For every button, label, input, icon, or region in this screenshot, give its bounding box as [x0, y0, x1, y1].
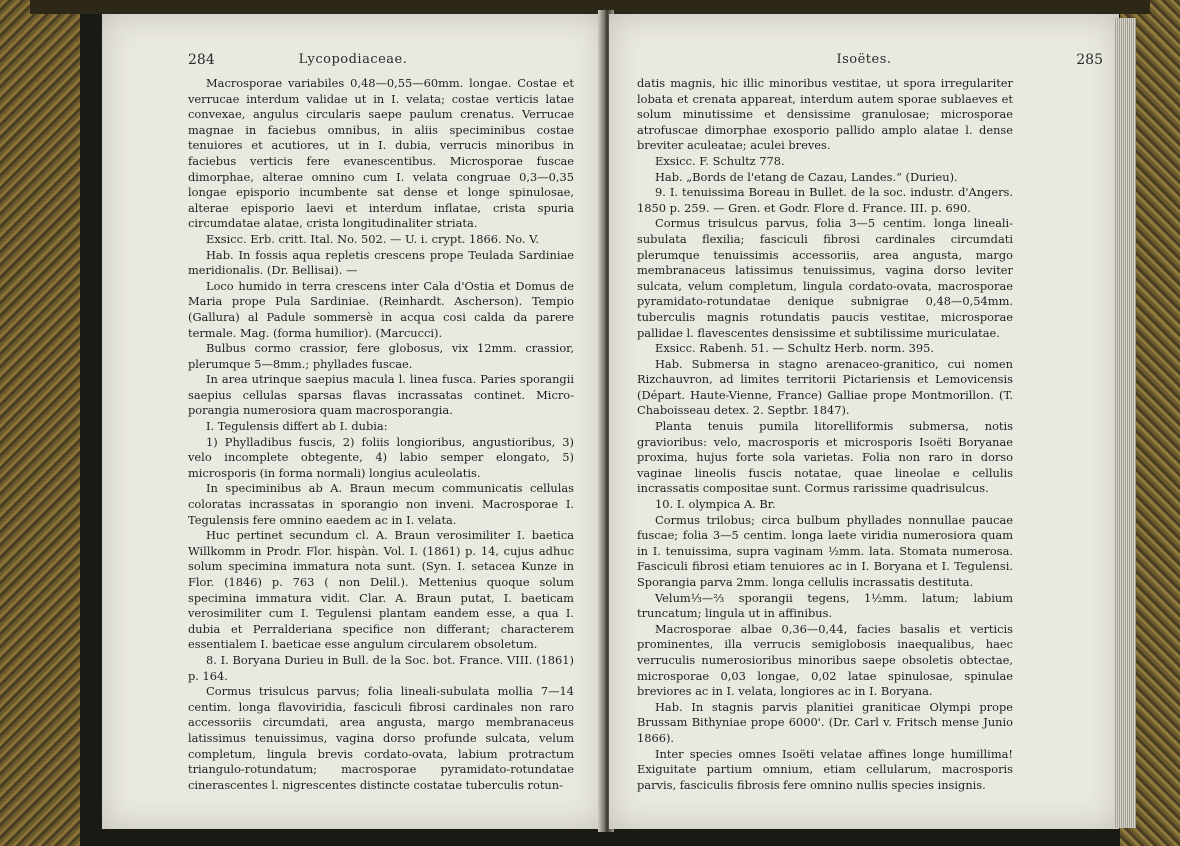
right-page-body	[637, 76, 1013, 793]
paragraph: Exsicc. Erb. critt. Ital. No. 502. — U. i. crypt. 1866. No. V.	[206, 231, 539, 246]
right-page	[609, 14, 1119, 829]
paragraph: Cormus trisulcus parvus; folia lineali-subulata mollia 7—14 centim. longa flavoviridia, fasciculi fibrosi cardinales non raro accessoriis circumdati, area angusta, margo membranaceus latissimus tenuissimus, vagina dorso profunde sulcata, velum completum, lingula brevis cordato-ovata, labium protractum triangulo-rotundatum; macrosporae pyramidato-rotundatae cinerascentes l. nigrescentes distincte costatae tuberculis rotun-	[188, 684, 574, 792]
left-page-body	[188, 76, 574, 793]
paragraph: Exsicc. F. Schultz 778.	[655, 153, 785, 168]
left-page	[102, 14, 604, 829]
book-cover-left	[0, 0, 80, 846]
right-page-number: 285	[1076, 52, 1103, 68]
paragraph: 1) Phylladibus fuscis, 2) foliis longioribus, angustioribus, 3) velo incomplete obtegente, 4) labio semper elongato, 5) microsporis (in forma normali) longius aculeolatis.	[188, 434, 574, 480]
left-page-header	[102, 52, 604, 72]
paragraph: Loco humido in terra crescens inter Cala d'Ostia et Domus de Maria prope Pula Sardiniae. (Reinhardt. Ascherson). Tempio (Gallura) al Padule sommersè in acqua cosi calda da parere termale. Mag. (forma humilior). (Marcucci).	[188, 278, 574, 340]
paragraph: 8. I. Boryana Durieu in Bull. de la Soc. bot. France. VIII. (1861) p. 164.	[188, 652, 574, 683]
paragraph: Hab. „Bords de l'etang de Cazau, Landes.“ (Durieu).	[655, 169, 958, 184]
paragraph: Velum⅓—⅔ sporangii tegens, 1½mm. latum; labium truncatum; lingula ut in affinibus.	[637, 590, 1013, 621]
right-running-title: Isoëtes.	[836, 52, 892, 67]
paragraph: In area utrinque saepius macula l. linea fusca. Paries sporangii saepius cellulas sparsas flavas incrassatas continet. Micro-porangia numerosiora quam macrosporangia.	[188, 372, 574, 418]
paragraph: Bulbus cormo crassior, fere globosus, vix 12mm. crassior, plerumque 5—8mm.; phyllades fuscae.	[188, 341, 574, 371]
book-top-edge	[30, 0, 1150, 14]
book-fore-edge	[1114, 18, 1136, 828]
paragraph: In speciminibus ab A. Braun mecum communicatis cellulas coloratas incrassatas in sporangio non inveni. Macrosporae I. Tegulensis fere omnino eaedem ac in I. velata.	[188, 481, 574, 527]
paragraph: Planta tenuis pumila litorelliformis submersa, notis gravioribus: velo, macrosporis et microsporis Isoëti Boryanae proxima, hujus forte sola varietas. Folia non raro in dorso vaginae lineolis fuscis notatae, quae lineolae e cellulis incrassatis compositae sunt. Cormus rarissime quadrisulcus.	[637, 419, 1013, 496]
paragraph: Macrosporae albae 0,36—0,44, facies basalis et verticis prominentes, illa verrucis semiglobosis inaequalibus, haec verruculis numerosioribus minoribus saepe obsoletis obtectae, microsporae 0,03 longae, 0,02 latae spinulosae, spinulae breviores ac in I. velata, longiores ac in I. Boryana.	[637, 621, 1013, 699]
paragraph: Exsicc. Rabenh. 51. — Schultz Herb. norm. 395.	[655, 341, 934, 356]
paragraph: Hab. Submersa in stagno arenaceo-granitico, cui nomen Rizchauvron, ad limites territorii Pictariensis et Lemovicensis (Départ. Haute-Vienne, France) Galliae prope Montmorillon. (T. Chaboisseau detex. 2. Septbr. 1847).	[637, 356, 1013, 418]
paragraph: 9. I. tenuissima Boreau in Bullet. de la soc. industr. d'Angers. 1850 p. 259. — Gren. et Godr. Flore d. France. III. p. 690.	[637, 185, 1013, 215]
right-page-header	[609, 52, 1119, 72]
paragraph: 10. I. olympica A. Br.	[655, 497, 776, 512]
left-running-title: Lycopodiaceae.	[298, 52, 408, 67]
paragraph: Cormus trisulcus parvus, folia 3—5 centim. longa lineali-subulata flexilia; fasciculi fibrosi cardinales circumdati plerumque tenuissimis accessoriis, area angusta, margo membranaceus latissimus tenuissimus, vagina dorso leviter sulcata, velum completum, lingula cordato-ovata, macrosporae pyramidato-rotundatae denique subnigrae 0,48—0,54mm. tuberculis magnis rotundatis paucis vestitae, microsporae pallidae l. flavescentes densissime et subtilissime muriculatae.	[637, 216, 1013, 340]
paragraph: Hab. In stagnis parvis planitiei graniticae Olympi prope Brussam Bithyniae prope 6000'. (Dr. Carl v. Fritsch mense Junio 1866).	[637, 699, 1013, 745]
paragraph: Cormus trilobus; circa bulbum phyllades nonnullae paucae fuscae; folia 3—5 centim. longa laete viridia numerosiora quam in I. tenuissima, supra vaginam ½mm. lata. Stomata numerosa. Fasciculi fibrosi etiam tenuiores ac in I. Boryana et I. Tegulensi. Sporangia parva 2mm. longa cellulis incrassatis destituta.	[637, 512, 1013, 589]
paragraph: Macrosporae variabiles 0,48—0,55—60mm. longae. Costae et verrucae interdum validae ut in I. velata; costae verticis latae convexae, angulus circularis saepe paulum crenatus. Verrucae magnae in faciebus omnibus, in aliis speciminibus costae tenuiores et acutiores, ut in I. dubia, verrucis minoribus in faciebus verticis fere evanescentibus. Microsporae fuscae dimorphae, alterae omnino cum I. velata congruae 0,3—0,35 longae episporio incumbente sat dense et longe spinulosae, alterae episporio laevi et interdum inflatae, crista spuria circumdatae alatae, crista longitudinaliter striata.	[188, 76, 574, 231]
paragraph: datis magnis, hic illic minoribus vestitae, ut spora irregulariter lobata et crenata appareat, interdum autem sporae sublaeves et solum minutissime et densissime granulosae; microsporae atrofuscae dimorphae exosporio pallido amplo alatae l. dense breviter aculeatae; aculei breves.	[637, 76, 1013, 153]
paragraph: Huc pertinet secundum cl. A. Braun verosimiliter I. baetica Willkomm in Prodr. Flor. hispàn. Vol. I. (1861) p. 14, cujus adhuc solum specimina immatura nota sunt. (Syn. I. setacea Kunze in Flor. (1846) p. 763 ( non Delil.). Mettenius quoque solum specimina immatura vidit. Clar. A. Braun putat, I. baeticam verosimiliter cum I. Tegulensi plantam eandem esse, a qua I. dubia et Perralderiana specifice non differant; characterem essentialem I. baeticae esse angulum circularem obsoletum.	[188, 528, 574, 652]
paragraph: Hab. In fossis aqua repletis crescens prope Teulada Sardiniae meridionalis. (Dr. Bellisai). —	[188, 247, 574, 278]
paragraph: Inter species omnes Isoëti velatae affines longe humillima! Exiguitate partium omnium, etiam cellularum, macrosporis parvis, fasciculis fibrosis fere omnino nullis species insignis.	[637, 746, 1013, 792]
paragraph: I. Tegulensis differt ab I. dubia:	[206, 419, 388, 434]
left-page-number: 284	[188, 52, 215, 68]
